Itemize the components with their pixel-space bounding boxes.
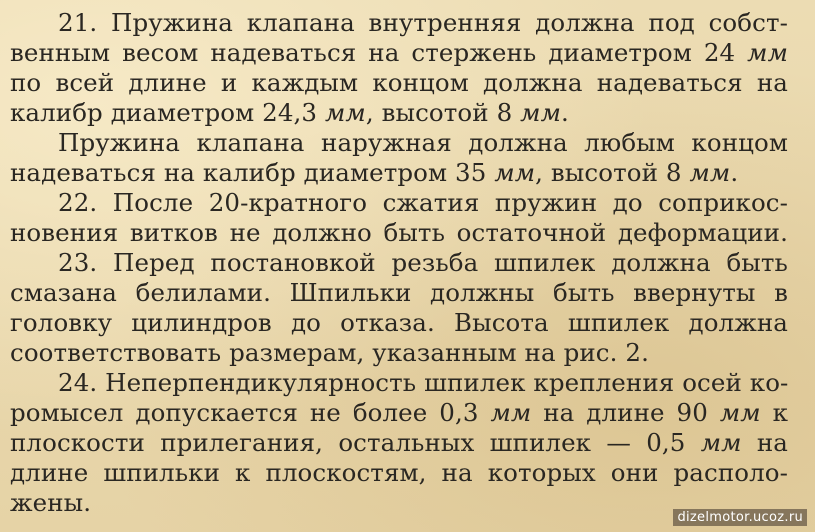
text-line: 24. Неперпендикулярность шпилек крепления осей ко- — [58, 368, 789, 397]
text-line: надеваться на калибр диаметром 35 мм, высотой 8 мм. — [10, 158, 739, 187]
text-line: плоскости прилегания, остальных шпилек — 0,5 мм на — [10, 428, 788, 457]
text-line: калибр диаметром 24,3 мм, высотой 8 мм. — [10, 98, 569, 127]
text-line: ромысел допускается не более 0,3 мм на длине 90 мм к — [10, 398, 788, 427]
unit-abbreviation: мм — [719, 398, 761, 427]
text-line: 21. Пружина клапана внутренняя должна под собст- — [58, 8, 788, 37]
text-line: по всей длине и каждым концом должна надеваться на — [10, 68, 788, 97]
site-watermark: dizelmotor.ucoz.ru — [673, 509, 807, 526]
text-line: новения витков не должно быть остаточной деформации. — [10, 218, 788, 247]
unit-abbreviation: мм — [490, 398, 532, 427]
unit-abbreviation: мм — [494, 158, 536, 187]
text-line: 23. Перед постановкой резьба шпилек должна быть — [58, 248, 788, 277]
unit-abbreviation: мм — [700, 428, 742, 457]
text-line: жены. — [10, 488, 92, 517]
unit-abbreviation: мм — [324, 98, 366, 127]
text-line: длине шпильки к плоскостям, на которых они располо- — [10, 458, 788, 487]
text-line: смазана белилами. Шпильки должны быть ввернуты в — [10, 278, 788, 307]
unit-abbreviation: мм — [747, 38, 788, 67]
text-line: венным весом надеваться на стержень диаметром 24 мм — [10, 38, 788, 67]
unit-abbreviation: мм — [689, 158, 731, 187]
unit-abbreviation: мм — [520, 98, 561, 127]
text-line: головку цилиндров до отказа. Высота шпилек должна — [10, 308, 788, 337]
text-line: 22. После 20-кратного сжатия пружин до соприкос- — [58, 188, 788, 217]
text-line: соответствовать размерам, указанным на рис. 2. — [10, 338, 649, 367]
text-line: Пружина клапана наружная должна любым концом — [58, 128, 788, 157]
